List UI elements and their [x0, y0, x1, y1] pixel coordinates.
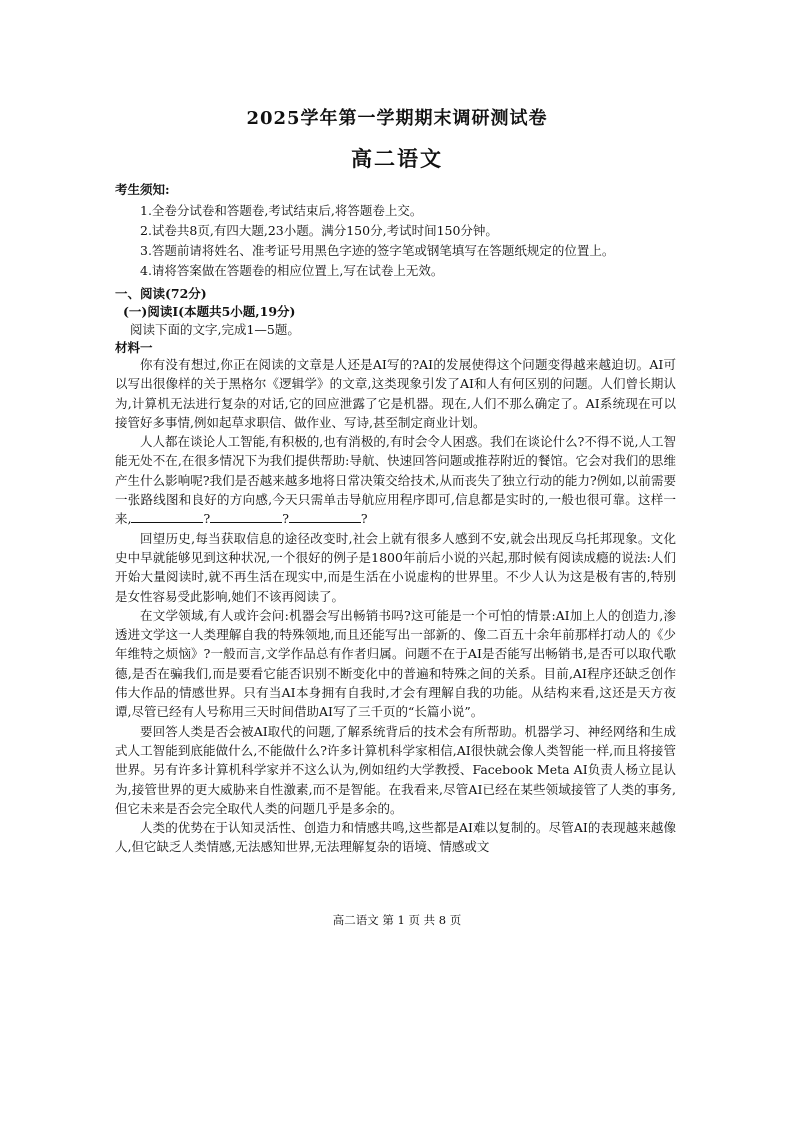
reading-section-header: [115, 285, 675, 357]
page-footer: 高二语文 第 1 页 共 8 页: [332, 913, 462, 927]
paragraph: 回望历史,每当获取信息的途径改变时,社会上就有很多人感到不安,就会出现反乌托邦现象。文化史中早就能够见到这种状况,一个很好的例子是1800年前后小说的兴起,那时候有阅读成瘾的说法:人们开始大量阅读时,就不再生活在现实中,而是生活在小说虚构的世界里。不少人认为这是极有害的,特别是女性容易受此影响,她们不该再阅读了。: [115, 530, 676, 604]
fill-blank: [289, 510, 361, 523]
question-mark: ?: [282, 511, 289, 527]
fill-blank: [131, 510, 203, 523]
notice-item: 2.试卷共8页,有四大题,23小题。满分150分,考试时间150分钟。: [140, 223, 498, 238]
question-mark: ?: [203, 511, 211, 527]
subsection-title: (一)阅读Ⅰ(本题共5小题,19分): [123, 304, 296, 319]
notice-heading: 考生须知:: [115, 182, 170, 197]
notice-item: 3.答题前请将姓名、准考证号用黑色字迹的签字笔或钢笔填写在答题纸规定的位置上。: [140, 243, 615, 258]
fill-blank: [210, 510, 282, 523]
exam-subject: 高二语文: [351, 146, 443, 171]
section-title: 一、阅读(72分): [115, 286, 207, 301]
material-body: [115, 355, 676, 857]
candidate-notice: [115, 180, 675, 282]
question-mark: ?: [360, 511, 368, 527]
paragraph: 要回答人类是否会被AI取代的问题,了解系统背后的技术会有所帮助。机器学习、神经网络和生成式人工智能到底能做什么,不能做什么?许多计算机科学家相信,AI很快就会像人类智能一样,而且将接管世界。另有许多计算机科学家并不这么认为,例如纽约大学教授、Facebook Meta AI负责人杨立昆认为,接管世界的更大威胁来自性激素,而不是智能。在我看来,尽管AI已经在某些领域接管了人类的事务,但它未来是否会完全取代人类的问题几乎是多余的。: [115, 723, 676, 816]
paragraph: 在文学领域,有人或许会问:机器会写出畅销书吗?这可能是一个可怕的情景:AI加上人的创造力,渗透进文学这一人类理解自我的特殊领地,而且还能写出一部新的、像二百五十余年前那样打动人的《少年维特之烦恼》?一般而言,文学作品总有作者归属。问题不在于AI是否能写出畅销书,是否可以取代歌德,是否在骗我们,而是要看它能否识别不断变化中的普遍和特殊之间的关系。目前,AI程序还缺乏创作伟大作品的情感世界。只有当AI本身拥有自我时,才会有理解自我的功能。从结构来看,这还是天方夜谭,尽管已经有人号称用三天时间借助AI写了三千页的“长篇小说”。: [115, 607, 676, 720]
paragraph: 人类的优势在于认知灵活性、创造力和情感共鸣,这些都是AI难以复制的。尽管AI的表现越来越像人,但它缺乏人类情感,无法感知世界,无法理解复杂的语境、情感或文: [115, 820, 676, 855]
paragraph-text: 人人都在谈论人工智能,有积极的,也有消极的,有时会令人困惑。我们在谈论什么?不得不说,人工智能无处不在,在很多情况下为我们提供帮助:导航、快速回答问题或推荐附近的餐馆。它会对我们的思维产生什么影响呢?我们是否越来越多地将日常决策交给技术,从而丧失了独立行动的能力?例如,以前需要一张路线图和良好的方向感,今天只需单击导航应用程序即可,信息都是实时的,一般也很可靠。这样一来,: [115, 434, 676, 527]
instruction-text: 阅读下面的文字,完成1—5题。: [130, 322, 300, 337]
material-title: 材料一: [115, 340, 153, 355]
notice-item: 4.请将答案做在答题卷的相应位置上,写在试卷上无效。: [140, 263, 444, 278]
exam-title: 2025学年第一学期期末调研测试卷: [246, 108, 548, 129]
paragraph: 你有没有想过,你正在阅读的文章是人还是AI写的?AI的发展使得这个问题变得越来越迫切。AI可以写出很像样的关于黑格尔《逻辑学》的文章,这类现象引发了AI和人有何区别的问题。人们曾长期认为,计算机无法进行复杂的对话,它的回应泄露了它是机器。现在,人们不那么确定了。AI系统现在可以接管好多事情,例如起草求职信、做作业、写诗,甚至制定商业计划。: [115, 357, 676, 430]
paragraph: [115, 432, 676, 528]
notice-item: 1.全卷分试卷和答题卷,考试结束后,将答题卷上交。: [140, 203, 423, 218]
